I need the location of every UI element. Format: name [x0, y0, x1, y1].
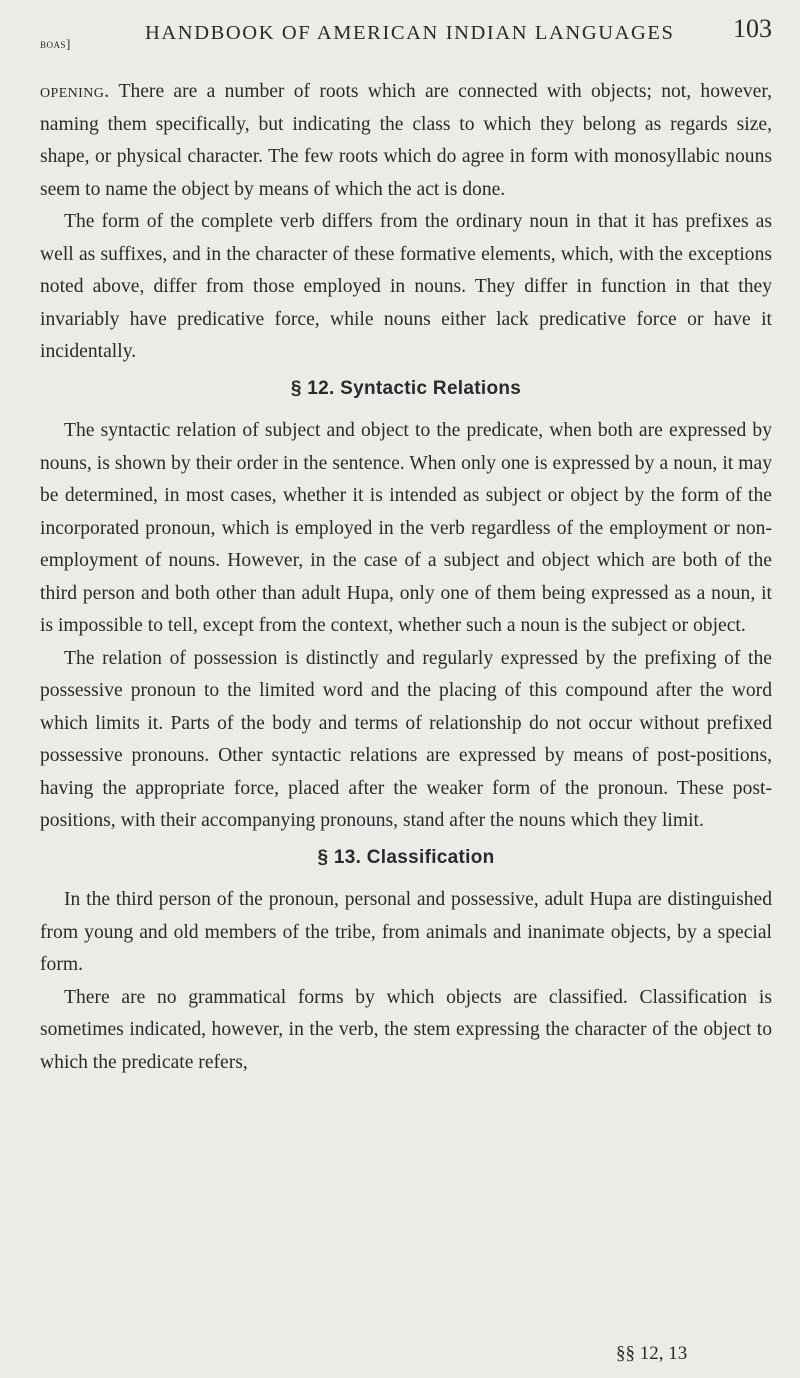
paragraph: In the third person of the pronoun, personal and possessive, adult Hupa are distinguished from young and old members of the tribe, from animals and inanimate objects, by a special form. [40, 889, 772, 975]
section-heading-12: § 12. Syntactic Relations [290, 377, 522, 399]
running-head [40, 14, 772, 51]
paragraph: The relation of possession is distinctly and regularly expressed by the prefixing of the possessive pronoun to the limited word and the placing of this compound after the word which limits it. Parts of the body and terms of relationship do not occur without prefixed possessive pronouns. Other syntactic relations are expressed by means of post-positions, having the appropriate force, placed after the weaker form of the pronoun. These post-positions, with their accompanying pronouns, stand after the nouns which they limit. [40, 647, 772, 831]
running-head-author: boas] [40, 36, 71, 51]
paragraph: The syntactic relation of subject and object to the predicate, when both are expressed by nouns, is shown by their order in the sentence. When only one is expressed by a noun, it may be determined, in most cases, whether it is intended as subject or object by the form of the incorporated pronoun, which is employed in the verb regardless of the employment or non-employment of nouns. However, in the case of a subject and object which are both of the third person and both other than adult Hupa, only one of them being expressed as a noun, it is impossible to tell, except from the context, whether such a noun is the subject or object. [40, 420, 772, 636]
paragraph: The form of the complete verb differs from the ordinary noun in that it has prefixes as well as suffixes, and in the character of these formative elements, which, with the exceptions noted above, differ from those employed in nouns. They differ in function in that they invariably have predicative force, while nouns either lack predicative force or have it incidentally. [40, 211, 772, 362]
paragraph-lead-word: opening. [40, 81, 110, 102]
running-head-title: HANDBOOK OF AMERICAN INDIAN LANGUAGES [145, 22, 675, 44]
section-footer-reference: §§ 12, 13 [616, 1343, 688, 1364]
page-number: 103 [733, 14, 772, 43]
section-heading-13: § 13. Classification [317, 846, 495, 868]
paragraph: There are no grammatical forms by which objects are classified. Classification is sometimes indicated, however, in the verb, the stem expressing the character of the object to which the predicate refers, [40, 986, 772, 1073]
paragraph-text: There are a number of roots which are connected with objects; not, however, naming them specifically, but indicating the class to which they belong as regards size, shape, or physical character. The few roots which do agree in form with monosyllabic nouns seem to name the object by means of which the act is done. [40, 81, 772, 200]
paragraph-continuation [40, 76, 772, 206]
body-text [40, 76, 772, 1079]
